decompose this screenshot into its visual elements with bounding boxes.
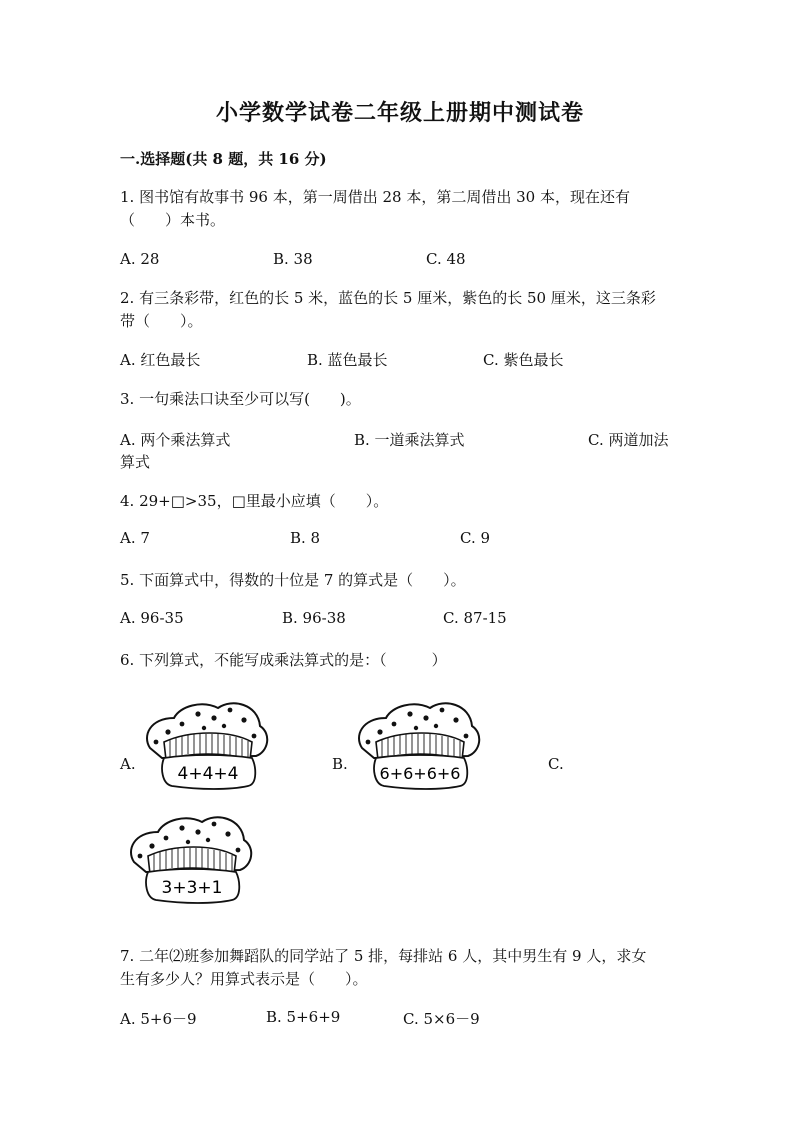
hat-illustration-a[interactable] bbox=[140, 696, 275, 792]
question-1-line2: （ ）本书。 bbox=[120, 211, 226, 229]
question-7-line1: 7. 二年⑵班参加舞蹈队的同学站了 5 排，每排站 6 人，其中男生有 9 人，求女 bbox=[120, 947, 647, 965]
question-4-option-c[interactable]: C. 9 bbox=[460, 529, 491, 547]
question-4-option-b[interactable]: B. 8 bbox=[290, 529, 321, 547]
question-1-option-a[interactable]: A. 28 bbox=[120, 250, 160, 268]
question-5-option-b[interactable]: B. 96-38 bbox=[282, 609, 346, 627]
question-3 bbox=[120, 388, 690, 411]
hat-c-label: 3+3+1 bbox=[161, 878, 223, 898]
hat-illustration-c[interactable] bbox=[124, 810, 259, 906]
question-5-line1: 5. 下面算式中，得数的十位是 7 的算式是（ ）。 bbox=[120, 571, 466, 589]
mushroom-hat-icon bbox=[124, 810, 259, 906]
question-4 bbox=[120, 490, 690, 513]
question-7 bbox=[120, 945, 690, 991]
question-5-option-c[interactable]: C. 87-15 bbox=[443, 609, 507, 627]
page-title: 小学数学试卷二年级上册期中测试卷 bbox=[215, 100, 584, 126]
question-7-option-c[interactable]: C. 5×6－9 bbox=[403, 1010, 480, 1028]
question-3-line1: 3. 一句乘法口诀至少可以写( )。 bbox=[120, 390, 361, 408]
question-2-option-c[interactable]: C. 紫色最长 bbox=[483, 351, 564, 369]
question-5 bbox=[120, 569, 690, 592]
question-4-option-a[interactable]: A. 7 bbox=[120, 529, 150, 547]
question-4-line1: 4. 29+□>35，□里最小应填（ ）。 bbox=[120, 492, 389, 510]
question-6-line1: 6. 下列算式，不能写成乘法算式的是：（ ） bbox=[120, 651, 447, 669]
section-heading: 一.选择题(共 8 题，共 16 分) bbox=[120, 150, 327, 168]
question-7-option-a[interactable]: A. 5+6－9 bbox=[120, 1010, 197, 1028]
mushroom-hat-icon bbox=[140, 696, 275, 792]
question-3-option-a[interactable]: A. 两个乘法算式 bbox=[120, 431, 231, 449]
hat-illustration-b[interactable] bbox=[352, 696, 487, 792]
hat-a-label: 4+4+4 bbox=[177, 764, 239, 784]
question-1-option-c[interactable]: C. 48 bbox=[426, 250, 466, 268]
question-6-option-b-label[interactable]: B. bbox=[332, 755, 348, 773]
question-2-option-b[interactable]: B. 蓝色最长 bbox=[307, 351, 388, 369]
question-2 bbox=[120, 287, 690, 333]
question-7-option-b[interactable]: B. 5+6+9 bbox=[266, 1008, 341, 1026]
question-6 bbox=[120, 649, 690, 672]
question-3-option-c-wrap: 算式 bbox=[120, 453, 151, 471]
question-2-line2: 带（ ）。 bbox=[120, 312, 203, 330]
hat-b-label: 6+6+6+6 bbox=[379, 764, 461, 783]
question-3-option-b[interactable]: B. 一道乘法算式 bbox=[354, 431, 465, 449]
question-7-line2: 生有多少人？用算式表示是（ ）。 bbox=[120, 970, 368, 988]
question-1-line1: 1. 图书馆有故事书 96 本，第一周借出 28 本，第二周借出 30 本，现在还有 bbox=[120, 188, 630, 206]
question-1-option-b[interactable]: B. 38 bbox=[273, 250, 313, 268]
question-5-option-a[interactable]: A. 96-35 bbox=[120, 609, 184, 627]
question-2-option-a[interactable]: A. 红色最长 bbox=[120, 351, 201, 369]
mushroom-hat-icon bbox=[352, 696, 487, 792]
question-6-option-a-label[interactable]: A. bbox=[120, 755, 136, 773]
question-6-option-c-label[interactable]: C. bbox=[548, 755, 564, 773]
question-2-line1: 2. 有三条彩带，红色的长 5 米，蓝色的长 5 厘米，紫色的长 50 厘米，这三条彩 bbox=[120, 289, 656, 307]
question-3-option-c[interactable]: C. 两道加法 bbox=[588, 431, 669, 449]
question-1 bbox=[120, 186, 690, 232]
